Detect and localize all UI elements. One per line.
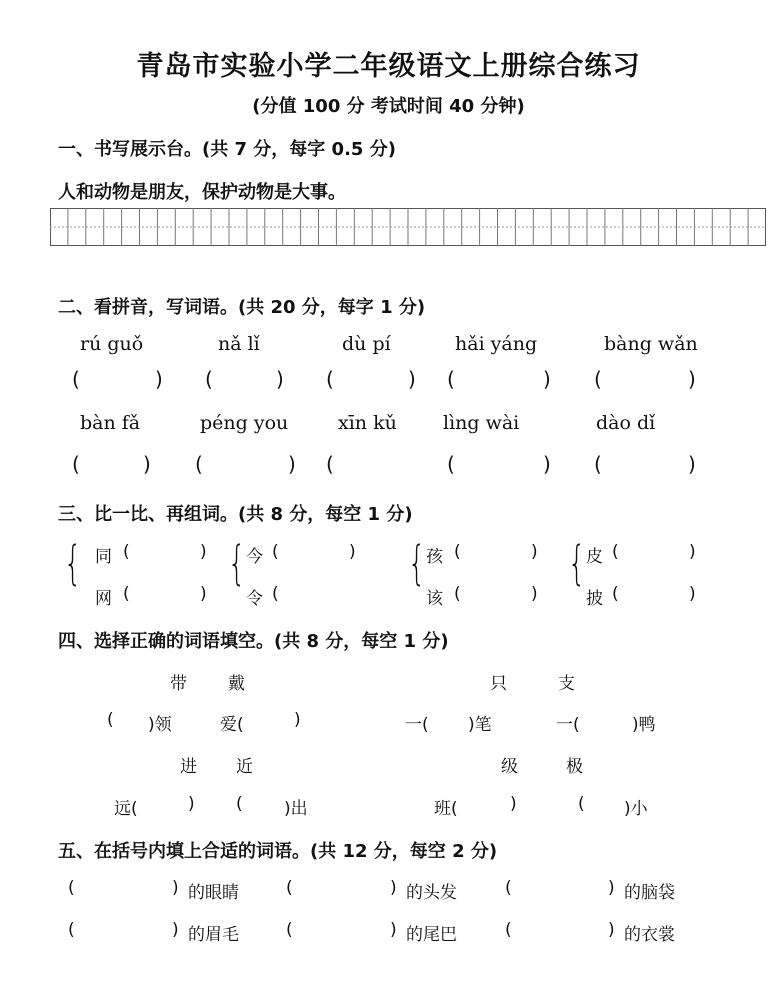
pair-brace: { [228,536,246,590]
section1-heading: 一、书写展示台。(共 7 分，每字 0.5 分) [58,139,396,160]
fill-text: 远( [114,799,138,819]
answer-paren-close: ) [543,367,551,391]
answer-paren-open: ( [326,452,334,476]
blank-open: ( [68,920,75,940]
answer-paren-close: ) [288,452,296,476]
answer-paren-close: ) [543,452,551,476]
fill-text: 班( [434,799,458,819]
section1-sentence: 人和动物是朋友，保护动物是大事。 [58,182,346,203]
blank-close: ) [531,542,538,562]
pinyin-2: nǎ lǐ [218,333,260,355]
blank-open: ( [107,710,114,730]
pair-char: 今 [246,547,263,567]
answer-paren-close: ) [143,452,151,476]
answer-paren-close: ) [688,367,696,391]
option-word: 极 [566,757,583,777]
pinyin-9: lìng wài [443,412,520,434]
option-word: 只 [490,674,507,694]
blank-open: ( [272,584,279,604]
section3-heading: 三、比一比、再组词。(共 8 分，每空 1 分) [58,504,413,525]
blank-close: ) [188,794,195,814]
pair-char: 皮 [586,547,603,567]
item-word: 的眉毛 [188,925,239,945]
fill-text: ) [608,920,615,940]
answer-paren-close: ) [408,367,416,391]
blank-open: ( [612,584,619,604]
page-subtitle: (分值 100 分 考试时间 40 分钟) [252,96,525,117]
answer-paren-open: ( [195,452,203,476]
fill-text: )领 [148,715,172,735]
option-word: 戴 [228,674,245,694]
pair-char: 孩 [426,547,443,567]
answer-paren-close: ) [688,452,696,476]
pinyin-3: dù pí [342,333,391,355]
answer-paren-open: ( [594,367,602,391]
pinyin-1: rú guǒ [80,333,144,355]
fill-text: ) [172,878,179,898]
fill-text: 一( [556,715,580,735]
blank-close: ) [349,542,356,562]
answer-paren-close: ) [276,367,284,391]
answer-paren-open: ( [326,367,334,391]
item-word: 的头发 [406,883,457,903]
blank-open: ( [612,542,619,562]
fill-text: ) [390,878,397,898]
blank-open: ( [505,878,512,898]
fill-text: )小 [624,799,648,819]
answer-paren-open: ( [205,367,213,391]
fill-text: )笔 [468,715,492,735]
pair-brace: { [64,536,82,590]
item-word: 的衣裳 [624,925,675,945]
item-word: 的脑袋 [624,883,675,903]
answer-paren-open: ( [72,452,80,476]
fill-text: )出 [284,799,308,819]
blank-close: ) [510,794,517,814]
blank-close: ) [689,584,696,604]
pair-char: 同 [95,547,112,567]
option-word: 级 [501,757,518,777]
option-word: 进 [180,757,197,777]
blank-open: ( [68,878,75,898]
section4-heading: 四、选择正确的词语填空。(共 8 分，每空 1 分) [58,631,449,652]
blank-close: ) [200,584,207,604]
blank-close: ) [689,542,696,562]
writing-grid[interactable] [50,208,766,246]
pair-char: 令 [246,589,263,609]
item-word: 的尾巴 [406,925,457,945]
blank-close: ) [200,542,207,562]
pinyin-7: péng you [200,412,289,434]
blank-open: ( [236,794,243,814]
answer-paren-open: ( [447,452,455,476]
fill-text: ) [172,920,179,940]
pair-char: 网 [95,589,112,609]
section5-heading: 五、在括号内填上合适的词语。(共 12 分，每空 2 分) [58,841,498,862]
blank-open: ( [454,584,461,604]
blank-open: ( [454,542,461,562]
option-word: 带 [170,674,187,694]
pair-char: 该 [426,589,443,609]
blank-open: ( [578,794,585,814]
option-word: 近 [236,757,253,777]
answer-paren-open: ( [447,367,455,391]
option-word: 支 [558,674,575,694]
blank-close: ) [531,584,538,604]
pinyin-5: bàng wǎn [604,333,698,355]
fill-text: )鸭 [632,715,656,735]
blank-open: ( [123,584,130,604]
pinyin-6: bàn fǎ [80,412,141,434]
fill-text: ) [390,920,397,940]
answer-paren-close: ) [155,367,163,391]
blank-close: ) [294,710,301,730]
item-word: 的眼睛 [188,883,239,903]
section2-heading: 二、看拼音，写词语。(共 20 分，每字 1 分) [58,297,426,318]
pair-brace: { [568,536,586,590]
answer-paren-open: ( [72,367,80,391]
pair-char: 披 [586,589,603,609]
blank-open: ( [286,920,293,940]
blank-open: ( [505,920,512,940]
fill-text: 一( [405,715,429,735]
blank-open: ( [286,878,293,898]
page-title: 青岛市实验小学二年级语文上册综合练习 [136,51,641,82]
pinyin-10: dào dǐ [596,412,656,434]
pinyin-8: xīn kǔ [338,412,397,434]
blank-open: ( [272,542,279,562]
answer-paren-open: ( [594,452,602,476]
pinyin-4: hǎi yáng [455,333,538,355]
fill-text: ) [608,878,615,898]
blank-open: ( [123,542,130,562]
fill-text: 爱( [220,715,244,735]
pair-brace: { [408,536,426,590]
